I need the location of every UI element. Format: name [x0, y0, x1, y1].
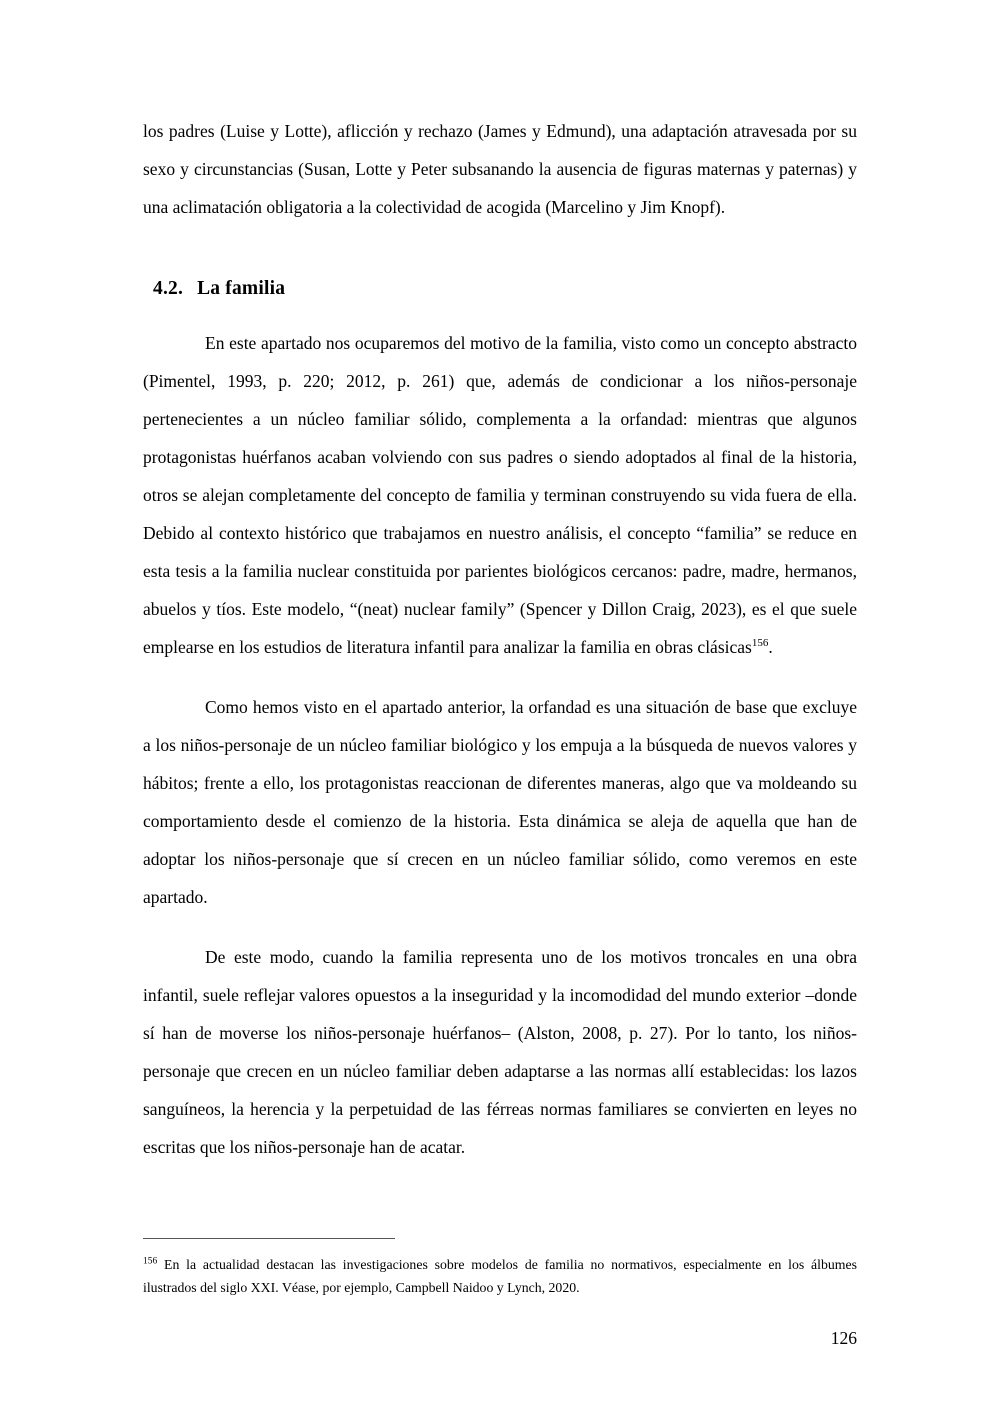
section-number: 4.2.: [153, 278, 184, 299]
footnote: [143, 1253, 857, 1299]
section-title: La familia: [197, 278, 286, 299]
footnote-separator: [143, 1238, 395, 1239]
footnote-area: [143, 1238, 857, 1299]
paragraph-text-tail: .: [768, 637, 773, 657]
footnote-marker: 156: [143, 1256, 158, 1267]
footnote-text: En la actualidad destacan las investigaciones sobre modelos de familia no normativos, especialmente en los álbumes ilustrados del siglo XXI. Véase, por ejemplo, Campbell Naidoo y Lynch, 2020.: [143, 1257, 857, 1295]
paragraph-continuation: los padres (Luise y Lotte), aflicción y rechazo (James y Edmund), una adaptación atravesada por su sexo y circunstancias (Susan, Lotte y Peter subsanando la ausencia de figuras maternas y paternas) y una aclimatación obligatoria a la colectividad de acogida (Marcelino y Jim Knopf).: [143, 121, 857, 217]
section-heading: [153, 278, 857, 300]
body-paragraph: De este modo, cuando la familia representa uno de los motivos troncales en una obra infantil, suele reflejar valores opuestos a la inseguridad y la incomodidad del mundo exterior –donde sí han de moverse los niños-personaje huérfanos– (Alston, 2008, p. 27). Por lo tanto, los niños-personaje que crecen en un núcleo familiar deben adaptarse a las normas allí establecidas: los lazos sanguíneos, la herencia y la perpetuidad de las férreas normas familiares se convierten en leyes no escritas que los niños-personaje han de acatar.: [143, 947, 857, 1157]
page-content: [143, 112, 857, 1166]
body-paragraph: [143, 324, 857, 666]
paragraph-text: En este apartado nos ocuparemos del motivo de la familia, visto como un concepto abstracto (Pimentel, 1993, p. 220; 2012, p. 261) que, además de condicionar a los niños-personaje pertenecientes a un núcleo familiar sólido, complementa a la orfandad: mientras que algunos protagonistas huérfanos acaban volviendo con sus padres o siendo adoptados al final de la historia, otros se alejan completamente del concepto de familia y terminan construyendo su vida fuera de ella. Debido al contexto histórico que trabajamos en nuestro análisis, el concepto “familia” se reduce en esta tesis a la familia nuclear constituida por parientes biológicos cercanos: padre, madre, hermanos, abuelos y tíos. Este modelo, “(neat) nuclear family” (Spencer y Dillon Craig, 2023), es el que suele emplearse en los estudios de literatura infantil para analizar la familia en obras clásicas: [143, 333, 857, 657]
footnote-reference: 156: [751, 637, 769, 650]
body-paragraph: Como hemos visto en el apartado anterior, la orfandad es una situación de base que excluye a los niños-personaje de un núcleo familiar biológico y los empuja a la búsqueda de nuevos valores y hábitos; frente a ello, los protagonistas reaccionan de diferentes maneras, algo que va moldeando su comportamiento desde el comienzo de la historia. Esta dinámica se aleja de aquella que han de adoptar los niños-personaje que sí crecen en un núcleo familiar sólido, como veremos en este apartado.: [143, 697, 857, 907]
page-number: 126: [830, 1328, 857, 1348]
